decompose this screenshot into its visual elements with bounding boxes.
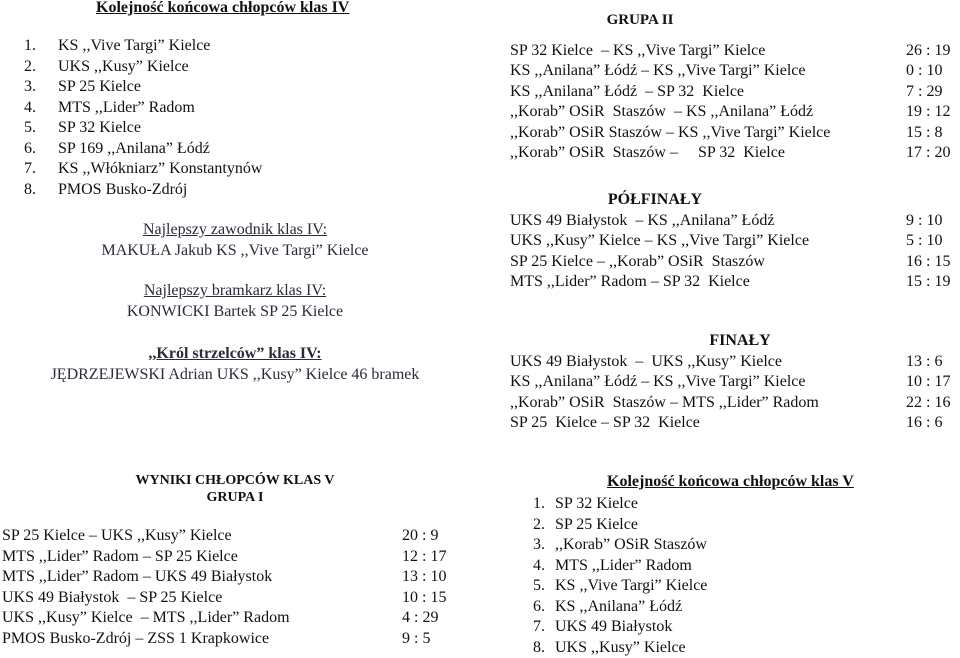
ranking-item [533,535,863,556]
ranking-position: 3. [24,77,58,98]
ranking-team: SP 25 Kielce [555,516,638,533]
ranking-team: UKS 49 Białystok [555,618,672,635]
match-row [510,231,960,252]
match-score: 10 : 17 [906,372,960,393]
match-score: 26 : 19 [906,41,960,62]
ranking-team: KS ,,Vive Targi” Kielce [58,37,210,54]
ranking-team: MTS ,,Lider” Radom [555,557,692,574]
semis-match-list [510,211,960,293]
semis-title: PÓŁFINAŁY [510,190,800,211]
ranking-item [24,77,364,98]
match-teams: UKS ,,Kusy” Kielce – MTS ,,Lider” Radom [2,608,402,629]
match-row [2,608,472,629]
ranking-item [24,98,364,119]
match-teams: SP 32 Kielce – KS ,,Vive Targi” Kielce [510,41,906,62]
ranking-item [533,515,863,536]
v-results-title: WYNIKI CHŁOPCÓW KLAS V [0,472,470,489]
match-score: 15 : 8 [906,123,960,144]
group2-title: GRUPA II [510,10,770,31]
ranking-position: 1. [533,494,555,515]
ranking-team: MTS ,,Lider” Radom [58,99,195,116]
match-score: 19 : 12 [906,102,960,123]
match-score: 16 : 6 [906,413,960,434]
ranking-position: 3. [533,535,555,556]
ranking-team: ,,Korab” OSiR Staszów [555,536,707,553]
ranking-position: 5. [24,118,58,139]
best-keeper-label: Najlepszy bramkarz klas IV: [0,281,470,302]
awards-section [0,220,470,385]
match-row [510,372,960,393]
ranking-position: 4. [24,98,58,119]
match-row [2,567,472,588]
match-score: 10 : 15 [402,588,462,609]
match-teams: PMOS Busko-Zdrój – ZSS 1 Krapkowice [2,629,402,650]
match-row [2,526,472,547]
match-row [2,629,472,650]
match-teams: KS ,,Anilana” Łódź – KS ,,Vive Targi” Kielce [510,61,906,82]
semis-section [510,190,960,293]
ranking-team: SP 32 Kielce [58,119,141,136]
match-teams: ,,Korab” OSiR Staszów – SP 32 Kielce [510,143,906,164]
ranking-item [24,36,364,57]
ranking-item [533,556,863,577]
ranking-position: 5. [533,576,555,597]
ranking-position: 7. [24,159,58,180]
match-score: 20 : 9 [402,526,462,547]
ranking-position: 6. [533,597,555,618]
match-teams: KS ,,Anilana” Łódź – KS ,,Vive Targi” Kielce [510,372,906,393]
ranking-team: SP 169 ,,Anilana” Łódź [58,140,210,157]
v-results-match-list [2,526,472,649]
ranking-item [533,597,863,618]
ranking-item [24,180,364,201]
match-row [510,252,960,273]
match-teams: UKS 49 Białystok – KS ,,Anilana” Łódź [510,211,906,232]
match-score: 4 : 29 [402,608,462,629]
best-keeper-value: KONWICKI Bartek SP 25 Kielce [0,302,470,323]
match-score: 0 : 10 [906,61,960,82]
ranking-item [533,494,863,515]
ranking-team: PMOS Busko-Zdrój [58,181,187,198]
ranking-team: KS ,,Włókniarz” Konstantynów [58,160,262,177]
match-teams: KS ,,Anilana” Łódź – SP 32 Kielce [510,82,906,103]
iv-ranking-section [96,0,396,19]
best-player-value: MAKUŁA Jakub KS ,,Vive Targi” Kielce [0,241,470,262]
v-ranking-title: Kolejność końcowa chłopców klas V [607,472,937,493]
match-row [2,588,472,609]
ranking-item [24,118,364,139]
group2-section [510,10,960,164]
match-score: 5 : 10 [906,231,960,252]
match-score: 12 : 17 [402,547,462,568]
match-row [510,61,960,82]
ranking-position: 2. [24,57,58,78]
ranking-position: 8. [24,180,58,201]
match-score: 13 : 6 [906,352,960,373]
best-player-label: Najlepszy zawodnik klas IV: [0,220,470,241]
match-teams: UKS 49 Białystok – UKS ,,Kusy” Kielce [510,352,906,373]
finals-title: FINAŁY [510,331,960,352]
iv-ranking-list [24,36,364,200]
ranking-position: 2. [533,515,555,536]
match-row [510,211,960,232]
match-teams: MTS ,,Lider” Radom – SP 25 Kielce [2,547,402,568]
ranking-position: 1. [24,36,58,57]
match-teams: ,,Korab” OSiR Staszów – KS ,,Anilana” Łódź [510,102,906,123]
ranking-item [533,617,863,638]
v-results-section [0,472,470,506]
ranking-position: 6. [24,139,58,160]
ranking-team: UKS ,,Kusy” Kielce [58,58,189,75]
iv-ranking-title: Kolejność końcowa chłopców klas IV [96,0,396,19]
match-teams: SP 25 Kielce – UKS ,,Kusy” Kielce [2,526,402,547]
match-row [2,547,472,568]
ranking-item [24,139,364,160]
match-teams: ,,Korab” OSiR Staszów – KS ,,Vive Targi” Kielce [510,123,906,144]
match-row [510,352,960,373]
ranking-position: 8. [533,638,555,658]
match-row [510,123,960,144]
match-teams: MTS ,,Lider” Radom – UKS 49 Białystok [2,567,402,588]
ranking-item [533,576,863,597]
match-teams: ,,Korab” OSiR Staszów – MTS ,,Lider” Radom [510,393,906,414]
ranking-position: 4. [533,556,555,577]
match-score: 13 : 10 [402,567,462,588]
group2-match-list [510,41,960,164]
match-score: 22 : 16 [906,393,960,414]
v-results-group: GRUPA I [0,489,470,506]
ranking-team: SP 32 Kielce [555,495,638,512]
finals-match-list [510,352,960,434]
match-row [510,393,960,414]
ranking-item [24,159,364,180]
match-row [510,272,960,293]
ranking-team: UKS ,,Kusy” Kielce [555,639,686,656]
match-teams: UKS ,,Kusy” Kielce – KS ,,Vive Targi” Kielce [510,231,906,252]
match-score: 7 : 29 [906,82,960,103]
match-score: 9 : 5 [402,629,462,650]
match-row [510,82,960,103]
match-score: 9 : 10 [906,211,960,232]
match-teams: UKS 49 Białystok – SP 25 Kielce [2,588,402,609]
ranking-team: KS ,,Anilana” Łódź [555,598,682,615]
ranking-team: SP 25 Kielce [58,78,141,95]
ranking-team: KS ,,Vive Targi” Kielce [555,577,707,594]
match-teams: SP 25 Kielce – ,,Korab” OSiR Staszów [510,252,906,273]
match-score: 17 : 20 [906,143,960,164]
ranking-item [24,57,364,78]
match-row [510,102,960,123]
match-row [510,41,960,62]
v-ranking-section [607,472,937,493]
match-score: 16 : 15 [906,252,960,273]
match-teams: SP 25 Kielce – SP 32 Kielce [510,413,906,434]
match-row [510,143,960,164]
top-scorer-label: ,,Król strzelców” klas IV: [0,344,470,365]
match-teams: MTS ,,Lider” Radom – SP 32 Kielce [510,272,906,293]
finals-section [510,331,960,434]
v-ranking-list [533,494,863,658]
ranking-item [533,638,863,658]
ranking-position: 7. [533,617,555,638]
top-scorer-value: JĘDRZEJEWSKI Adrian UKS ,,Kusy” Kielce 46 bramek [0,365,470,386]
match-score: 15 : 19 [906,272,960,293]
match-row [510,413,960,434]
